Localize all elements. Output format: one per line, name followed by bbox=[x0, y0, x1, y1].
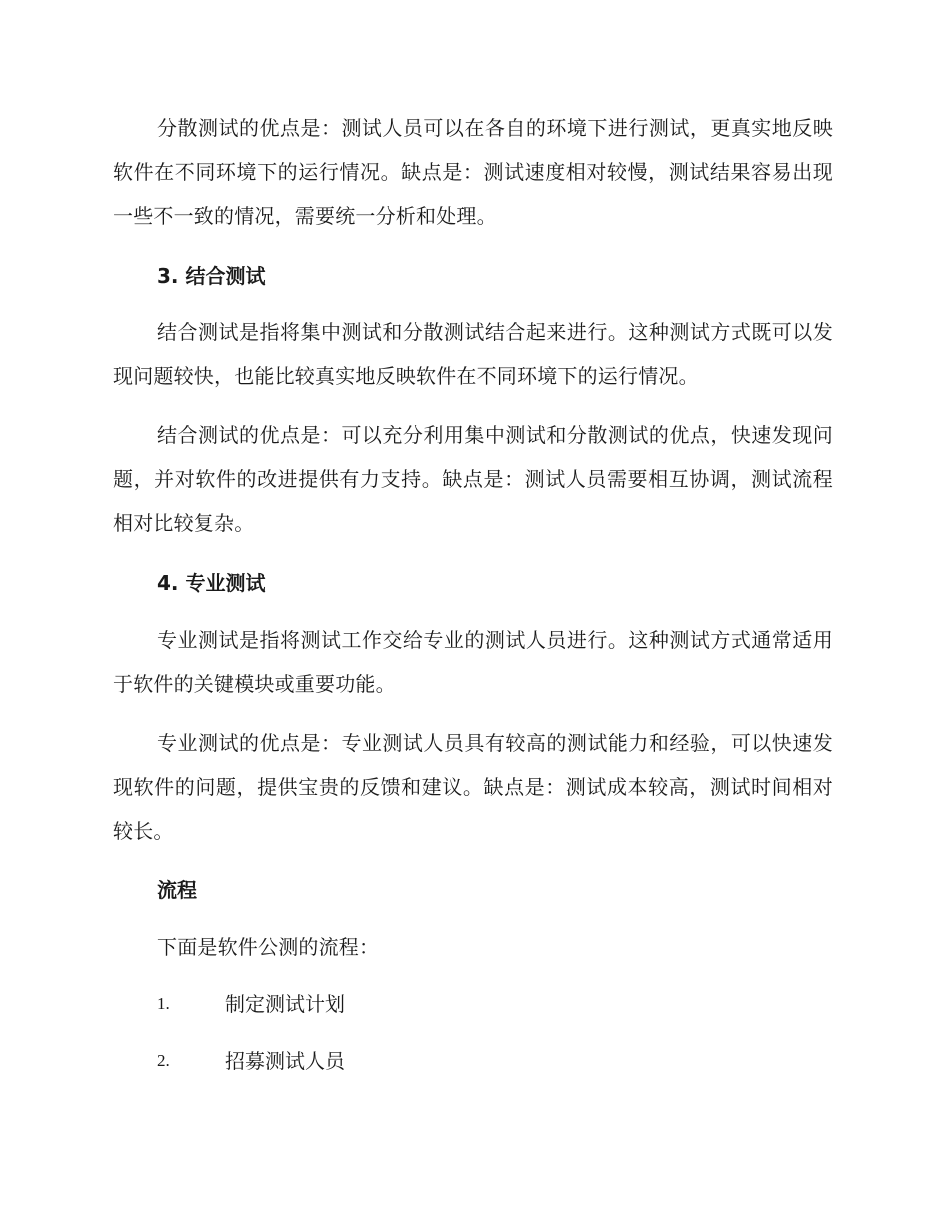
paragraph-distributed-pros-cons: 分散测试的优点是：测试人员可以在各自的环境下进行测试，更真实地反映软件在不同环境下的运行情况。缺点是：测试速度相对较慢，测试结果容易出现一些不一致的情况，需要统一分析和处理。 bbox=[113, 116, 833, 228]
paragraph-professional-pros-cons: 专业测试的优点是：专业测试人员具有较高的测试能力和经验，可以快速发现软件的问题，提供宝贵的反馈和建议。缺点是：测试成本较高，测试时间相对较长。 bbox=[113, 731, 833, 843]
heading-combined-testing: 3. 结合测试 bbox=[157, 264, 266, 288]
paragraph-process-intro: 下面是软件公测的流程： bbox=[157, 935, 380, 959]
list-item-number: 2. bbox=[157, 1051, 170, 1070]
paragraph-professional-definition: 专业测试是指将测试工作交给专业的测试人员进行。这种测试方式通常适用于软件的关键模块或重要功能。 bbox=[113, 628, 833, 696]
list-item-text: 制定测试计划 bbox=[225, 992, 345, 1016]
list-item-number: 1. bbox=[157, 994, 170, 1013]
heading-professional-testing: 4. 专业测试 bbox=[157, 571, 266, 595]
list-item-text: 招募测试人员 bbox=[225, 1049, 345, 1073]
list-item bbox=[157, 989, 757, 1019]
paragraph-combined-definition: 结合测试是指将集中测试和分散测试结合起来进行。这种测试方式既可以发现问题较快，也能比较真实地反映软件在不同环境下的运行情况。 bbox=[113, 320, 833, 388]
heading-process: 流程 bbox=[157, 878, 197, 902]
paragraph-combined-pros-cons: 结合测试的优点是：可以充分利用集中测试和分散测试的优点，快速发现问题，并对软件的改进提供有力支持。缺点是：测试人员需要相互协调，测试流程相对比较复杂。 bbox=[113, 423, 833, 535]
list-item bbox=[157, 1046, 757, 1076]
